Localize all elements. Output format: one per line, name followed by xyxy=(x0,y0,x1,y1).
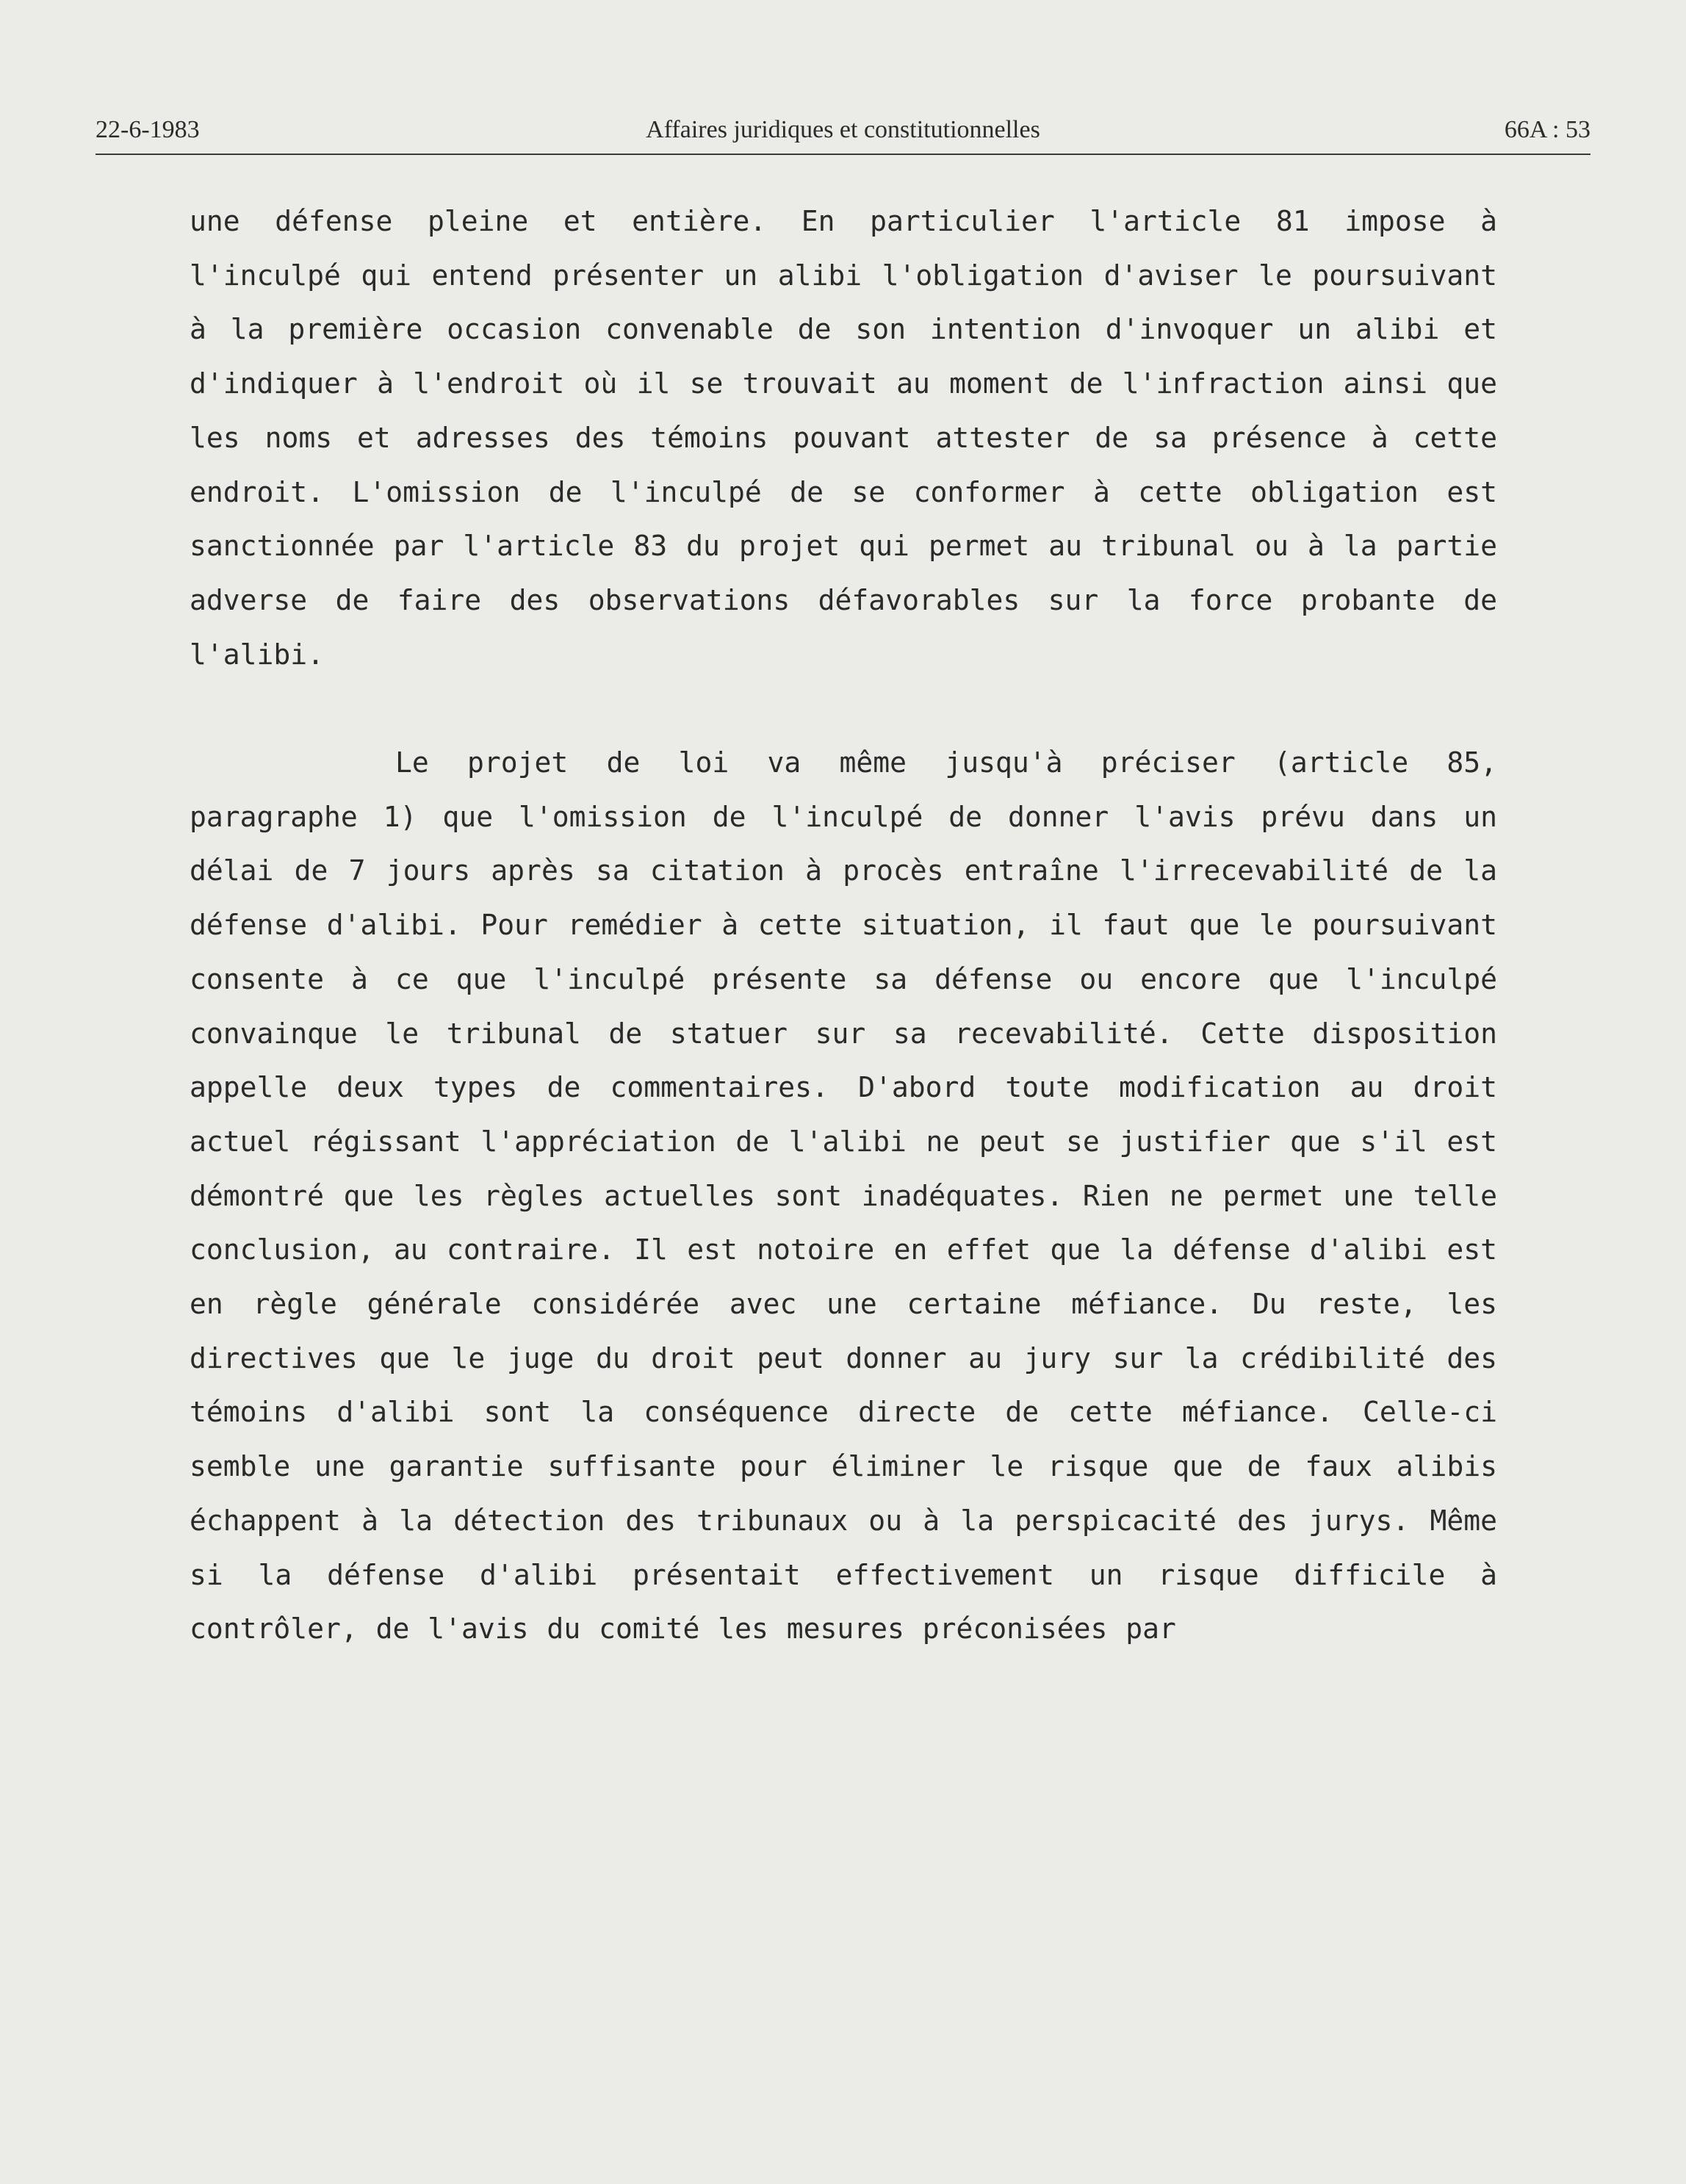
paragraph-1: une défense pleine et entière. En particulier l'article 81 impose à l'inculpé qui entend présenter un alibi l'obligation d'aviser le poursuivant à la première occasion convenable de son intention d'invoquer un alibi et d'indiquer à l'endroit où il se trouvait au moment de l'infraction ainsi que les noms et adresses des témoins pouvant attester de sa présence à cette endroit. L'omission de l'inculpé de se conformer à cette obligation est sanctionnée par l'article 83 du projet qui permet au tribunal ou à la partie adverse de faire des observations défavorables sur la force probante de l'alibi. xyxy=(190,205,1497,671)
header-date: 22-6-1983 xyxy=(96,116,200,143)
page-header xyxy=(96,116,1590,153)
body-text xyxy=(190,195,1497,1657)
header-page-ref: 66A : 53 xyxy=(1504,116,1590,143)
header-rule xyxy=(96,154,1590,155)
header-title: Affaires juridiques et constitutionnelles xyxy=(646,116,1040,143)
paragraph-2: Le projet de loi va même jusqu'à préciser (article 85, paragraphe 1) que l'omission de l'inculpé de donner l'avis prévu dans un délai de 7 jours après sa citation à procès entraîne l'irrecevabilité de la défense d'alibi. Pour remédier à cette situation, il faut que le poursuivant consente à ce que l'inculpé présente sa défense ou encore que l'inculpé convainque le tribunal de statuer sur sa recevabilité. Cette disposition appelle deux types de commentaires. D'abord toute modification au droit actuel régissant l'appréciation de l'alibi ne peut se justifier que s'il est démontré que les règles actuelles sont inadéquates. Rien ne permet une telle conclusion, au contraire. Il est notoire en effet que la défense d'alibi est en règle générale considérée avec une certaine méfiance. Du reste, les directives que le juge du droit peut donner au jury sur la crédibilité des témoins d'alibi sont la conséquence directe de cette méfiance. Celle-ci semble une garantie suffisante pour éliminer le risque que de faux alibis échappent à la détection des tribunaux ou à la perspicacité des jurys. Même si la défense d'alibi présentait effectivement un risque difficile à contrôler, de l'avis du comité les mesures préconisées par xyxy=(190,746,1497,1646)
